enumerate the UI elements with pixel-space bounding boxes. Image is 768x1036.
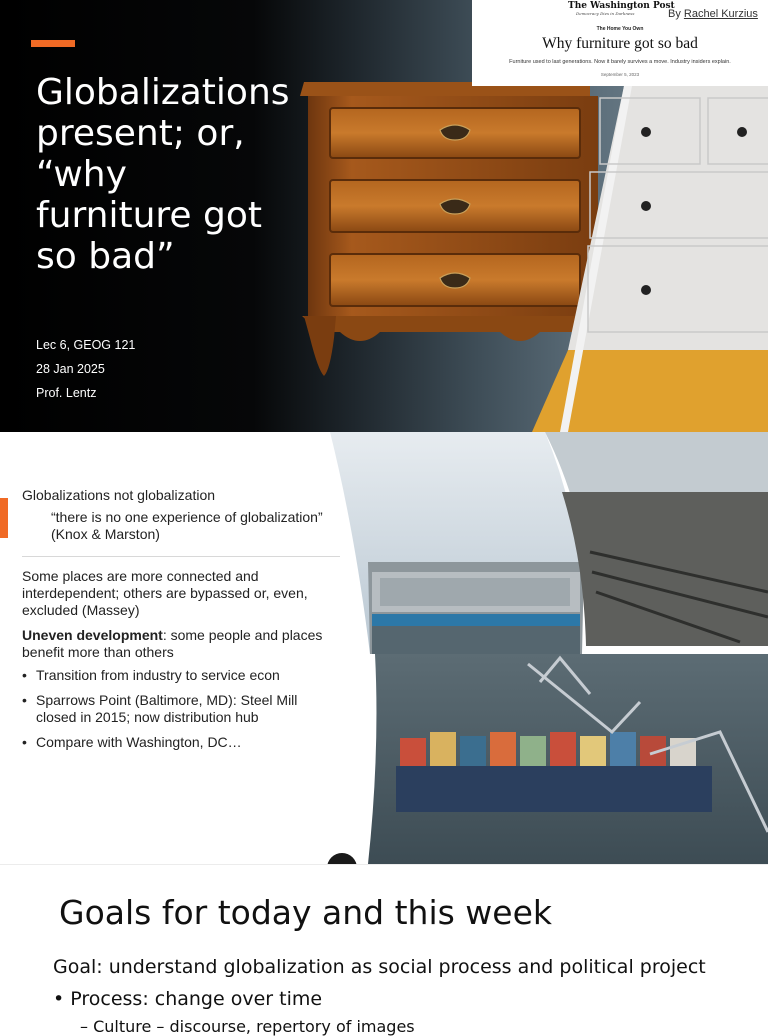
author-link[interactable]: Rachel Kurzius <box>683 8 758 20</box>
uneven-development-term: Uneven development <box>22 627 163 643</box>
knox-marston-quote: “there is no one experience of globalization” (Knox & Marston) <box>51 509 323 542</box>
list-item: • Transition from industry to service econ <box>22 667 340 684</box>
title-slide <box>0 0 768 432</box>
uneven-development-paragraph <box>22 627 340 661</box>
massey-paragraph: Some places are more connected and interdependent; others are bypassed or, even, excluded (Massey) <box>22 568 308 618</box>
slide-heading: Globalizations not globalization <box>22 487 216 503</box>
article-date: September 5, 2023 <box>600 72 640 77</box>
slide-title: Goals for today and this week <box>59 893 553 932</box>
accent-bar <box>31 40 75 47</box>
process-bullet: • Process: change over time <box>53 988 323 1010</box>
washington-post-article-card <box>472 0 768 86</box>
lecture-meta <box>36 333 135 405</box>
accent-bar <box>0 498 8 538</box>
byline-prefix: By <box>668 8 681 20</box>
lecture-instructor: Prof. Lentz <box>36 386 97 400</box>
culture-sub-bullet: – Culture – discourse, repertory of images <box>80 1017 415 1036</box>
article-headline: Why furniture got so bad <box>542 35 698 52</box>
divider <box>22 556 340 557</box>
article-dek: Furniture used to last generations. Now it barely survives a move. Industry insiders explain. <box>509 59 731 65</box>
list-item: • Compare with Washington, DC… <box>22 734 340 751</box>
goal-statement: Goal: understand globalization as social process and political project <box>53 956 706 978</box>
lecture-course: Lec 6, GEOG 121 <box>36 338 136 352</box>
uneven-development-definition: : some people and places benefit more than others <box>22 627 323 660</box>
slide-body <box>22 487 340 759</box>
newspaper-tagline: Democracy Dies in Darkness <box>576 11 635 16</box>
bullet-list <box>22 667 340 751</box>
article-byline <box>668 8 758 20</box>
list-item: • Sparrows Point (Baltimore, MD): Steel Mill closed in 2015; now distribution hub <box>22 692 340 726</box>
goals-slide <box>0 864 768 1036</box>
globalizations-slide <box>0 432 768 864</box>
article-kicker: The Home You Own <box>596 26 644 32</box>
newspaper-masthead: The Washington Post <box>568 1 675 11</box>
lecture-date: 28 Jan 2025 <box>36 362 105 376</box>
slide-title: Globalizations present; or, “why furniture got so bad” <box>36 72 290 277</box>
